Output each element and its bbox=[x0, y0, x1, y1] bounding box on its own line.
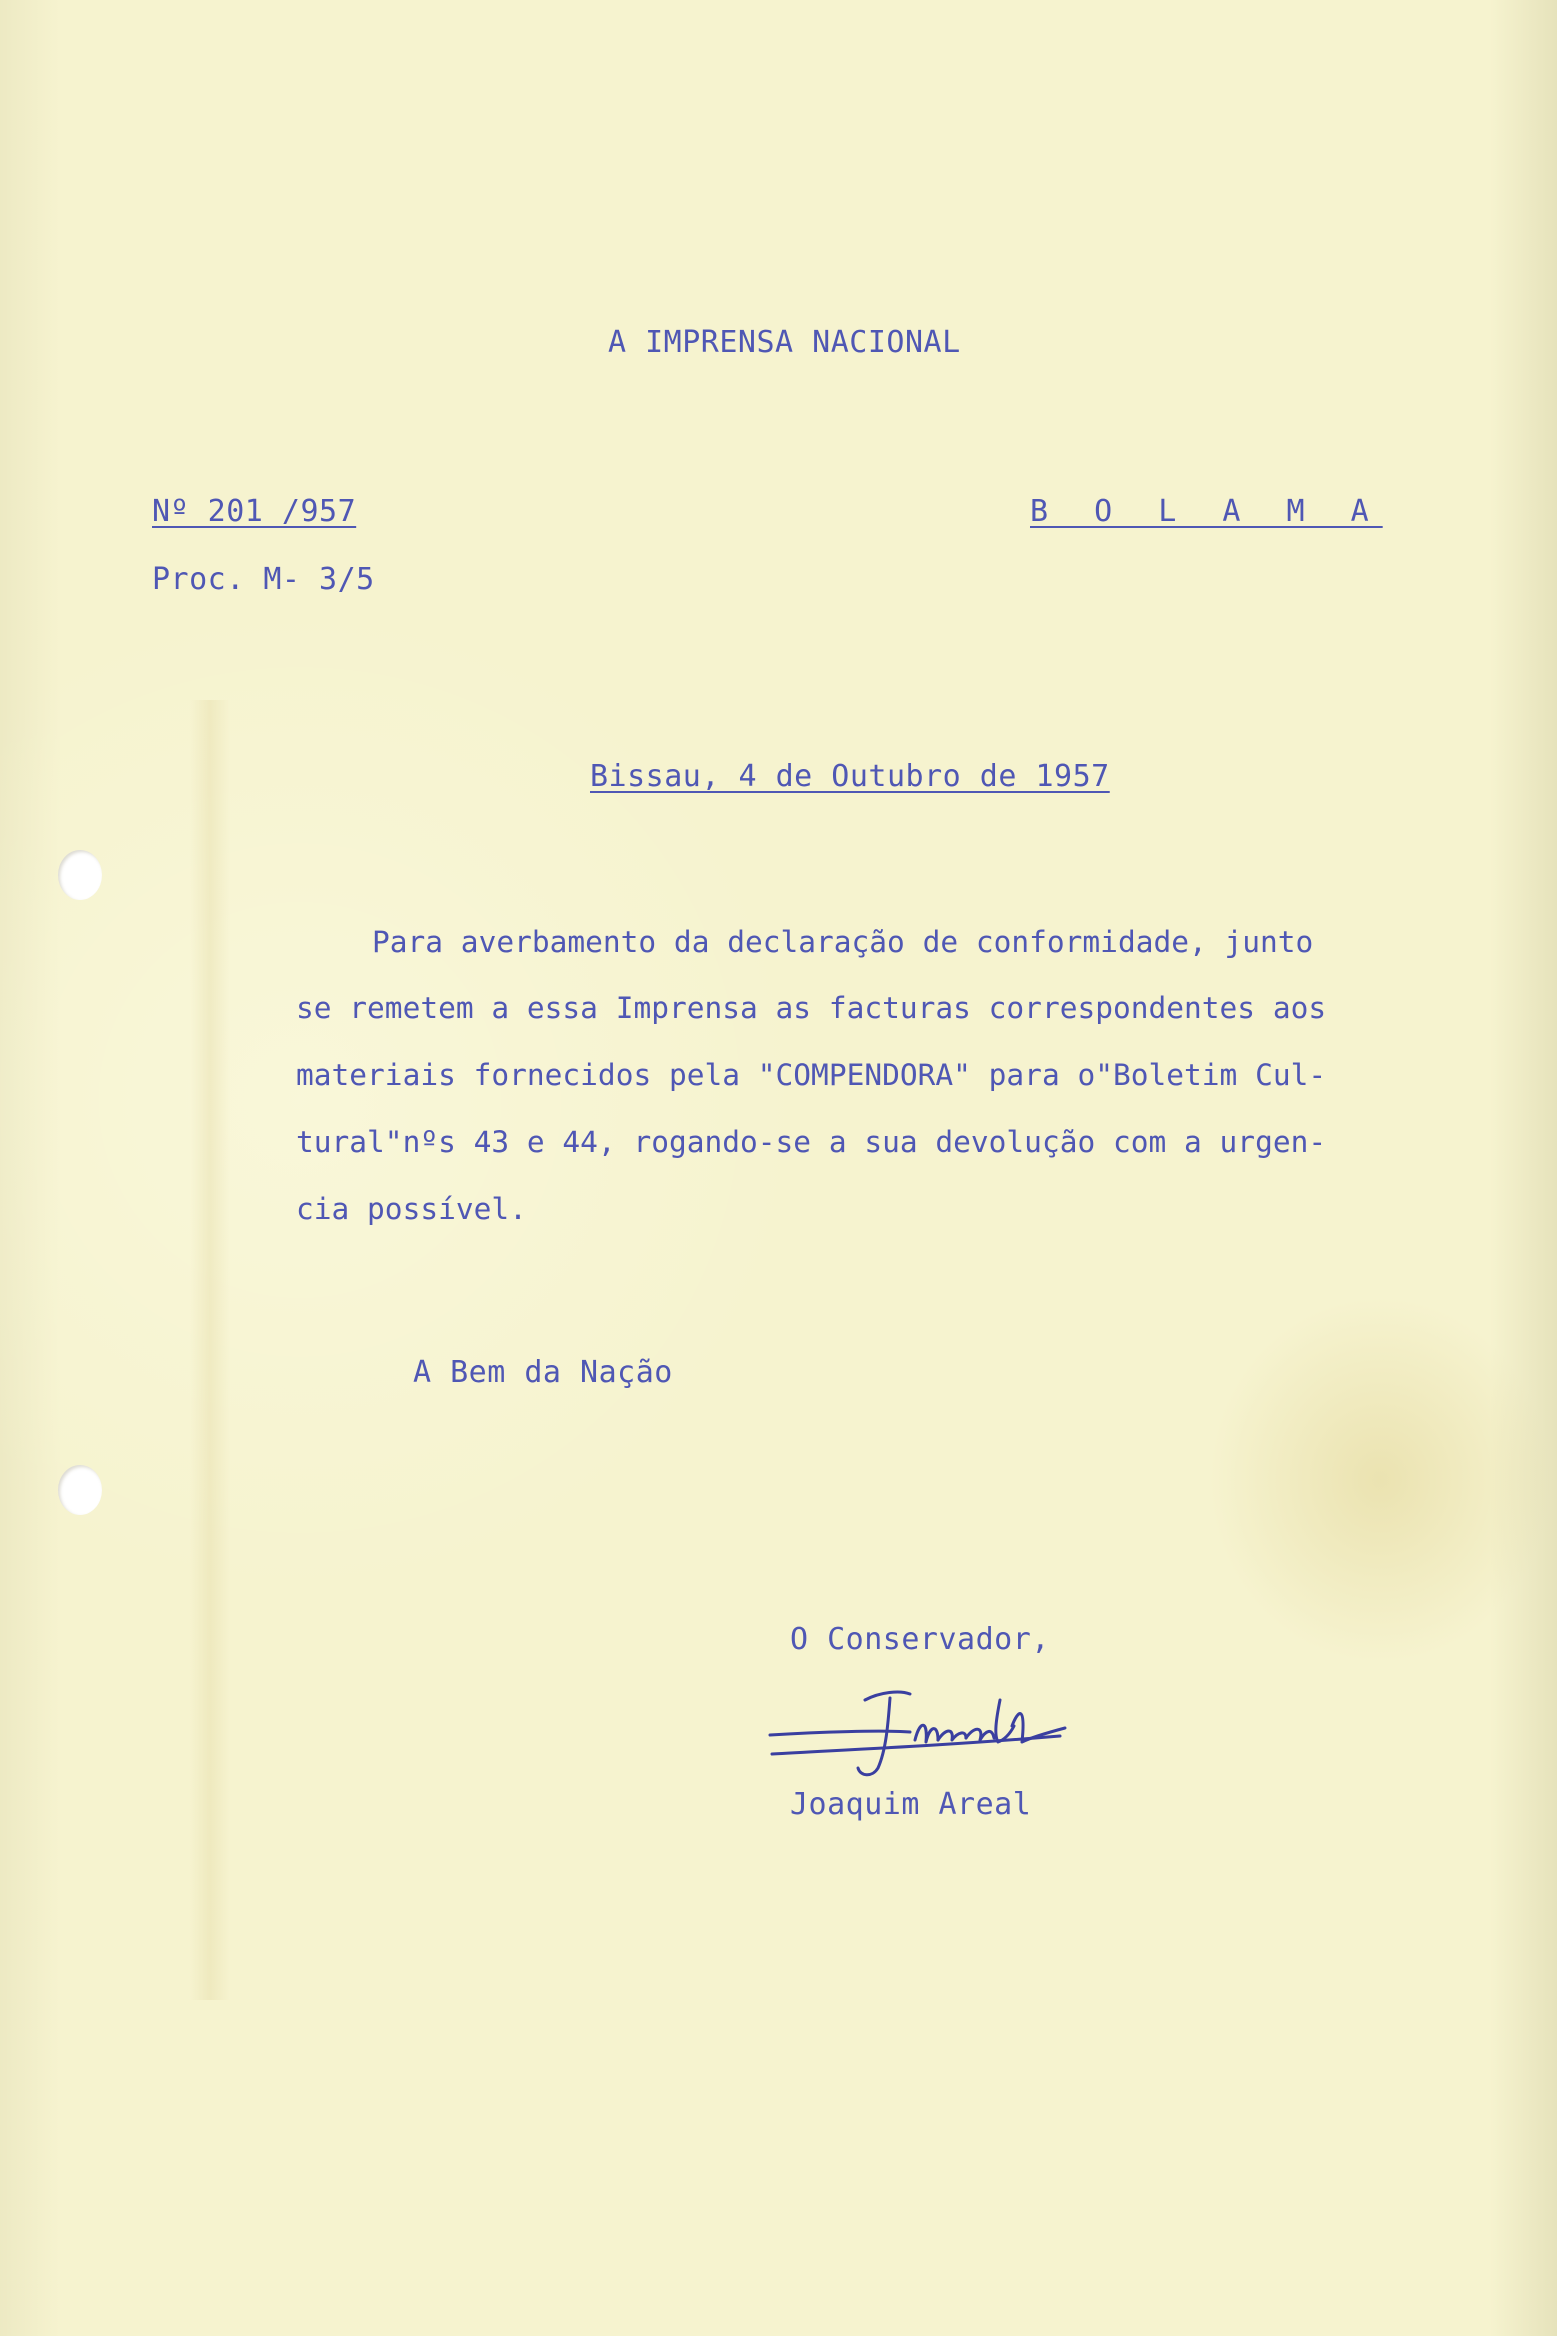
reference-number: Nº 201 /957 bbox=[152, 494, 357, 529]
signatory-name: Joaquim Areal bbox=[790, 1787, 1032, 1822]
paper-crease bbox=[190, 700, 230, 2000]
body-line-3: materiais fornecidos pela "COMPENDORA" para o"Boletim Cul- bbox=[296, 1058, 1327, 1092]
addressee-heading: A IMPRENSA NACIONAL bbox=[608, 325, 961, 360]
closing-salutation: A Bem da Nação bbox=[413, 1355, 673, 1390]
process-reference: Proc. M- 3/5 bbox=[152, 562, 375, 597]
punch-hole-bottom bbox=[58, 1465, 102, 1515]
handwritten-signature bbox=[760, 1680, 1100, 1790]
destination: B O L A M A bbox=[1030, 494, 1383, 529]
signatory-title: O Conservador, bbox=[790, 1622, 1050, 1657]
body-line-5: cia possível. bbox=[296, 1192, 527, 1226]
body-line-4: tural"nºs 43 e 44, rogando-se a sua devolução com a urgen- bbox=[296, 1125, 1327, 1159]
place-date: Bissau, 4 de Outubro de 1957 bbox=[590, 759, 1110, 794]
body-line-2: se remetem a essa Imprensa as facturas correspondentes aos bbox=[296, 991, 1327, 1025]
body-line-1: Para averbamento da declaração de conformidade, junto bbox=[372, 925, 1314, 959]
punch-hole-top bbox=[58, 850, 102, 900]
